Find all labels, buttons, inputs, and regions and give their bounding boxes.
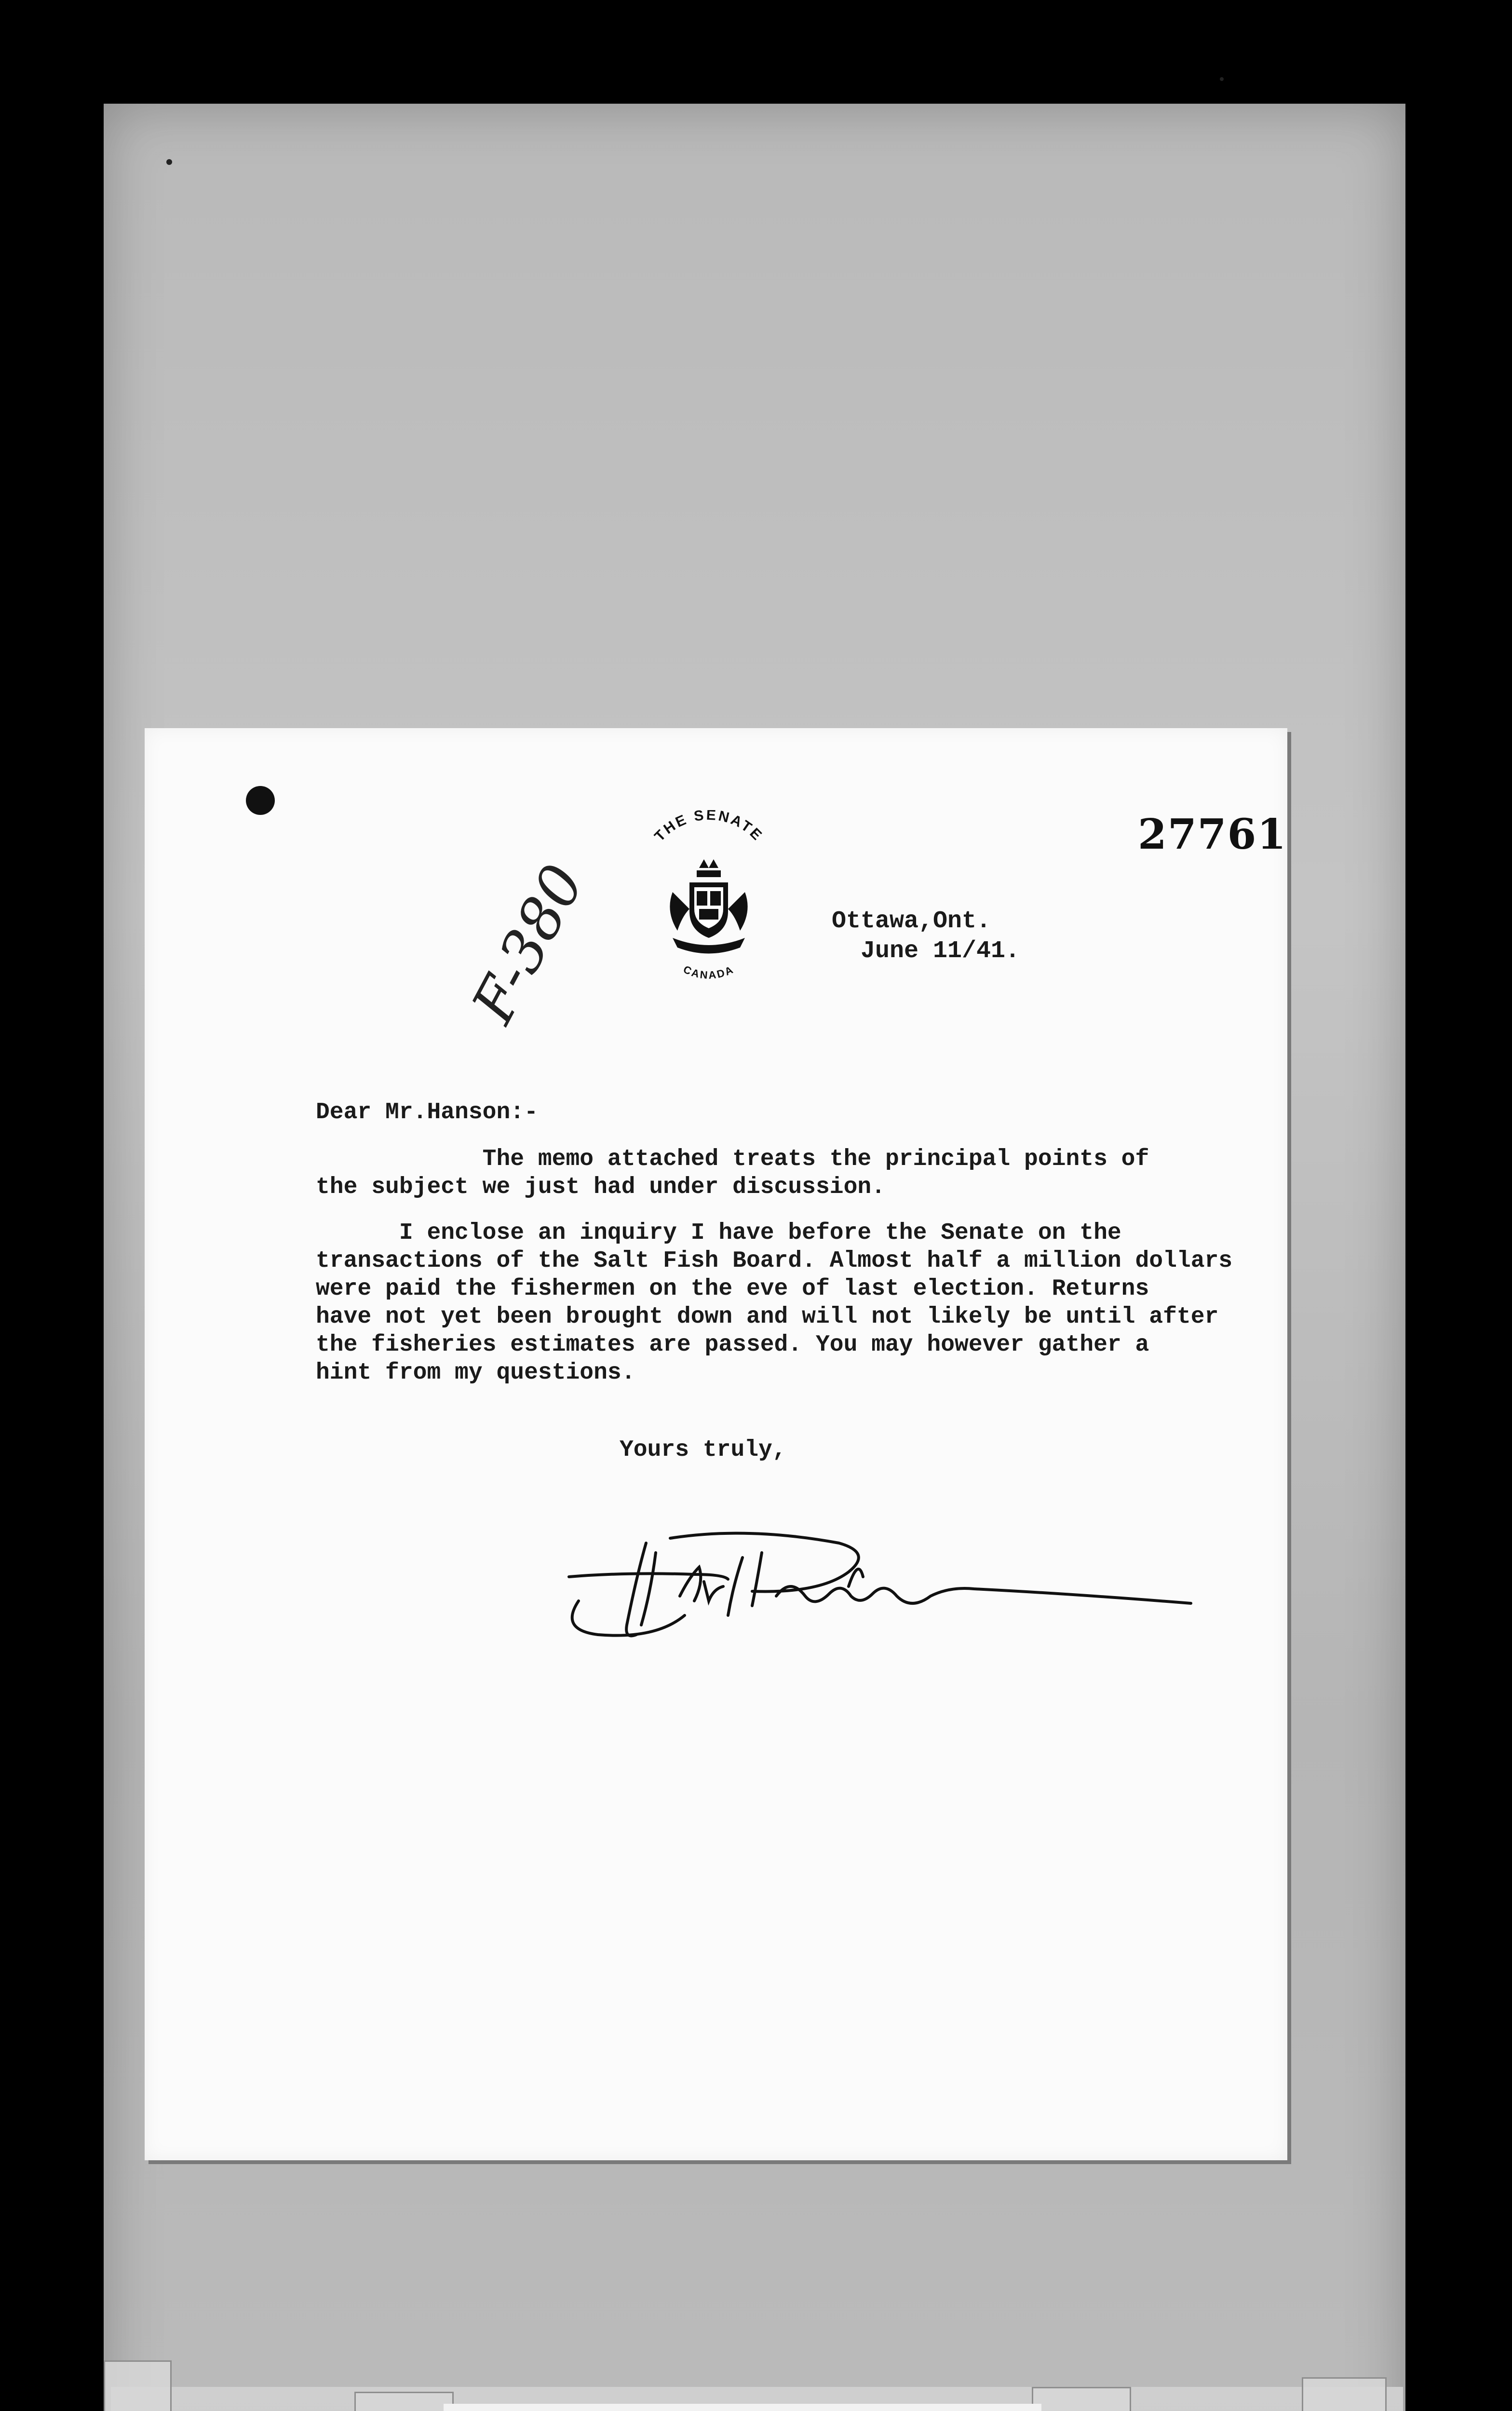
- tape-strip: [354, 2392, 454, 2411]
- svg-text:CANADA: [681, 963, 736, 981]
- dust-speck: [166, 159, 172, 165]
- place-and-date: Ottawa,Ont. June 11/41.: [832, 908, 1020, 965]
- body-paragraph: The memo attached treats the principal points of the subject we just had under discussion.: [316, 1146, 1149, 1200]
- handwritten-signature: [559, 1524, 1244, 1668]
- document-number: 27761: [1138, 810, 1287, 859]
- pencil-annotation: [415, 854, 597, 1051]
- pencil-annotation-text: F-380: [459, 854, 597, 1034]
- svg-text:THE SENATE: [651, 810, 766, 844]
- tape-strip: [1302, 2377, 1387, 2411]
- collection-label: [444, 2404, 1041, 2411]
- tape-strip: [1032, 2387, 1131, 2411]
- coat-of-arms-icon: [670, 859, 747, 954]
- senate-crest-letterhead: [627, 810, 791, 993]
- body-paragraph: I enclose an inquiry I have before the Senate on the transactions of the Salt Fish Board. Almost half a million dollars were paid the fishermen on the eve of last election. Returns have not yet been brought down and will not likely be until after the fisheries estimates are passed. You may however gather a hint from my questions.: [316, 1220, 1233, 1386]
- punch-hole: [246, 786, 275, 815]
- salutation: Dear Mr.Hanson:-: [316, 1099, 538, 1125]
- letterhead-bottom-text: CANADA: [681, 963, 736, 981]
- letterhead-top-text: THE SENATE: [651, 810, 766, 845]
- closing: Yours truly,: [620, 1437, 786, 1463]
- tape-strip: [104, 2360, 172, 2411]
- dust-speck: [1220, 77, 1224, 81]
